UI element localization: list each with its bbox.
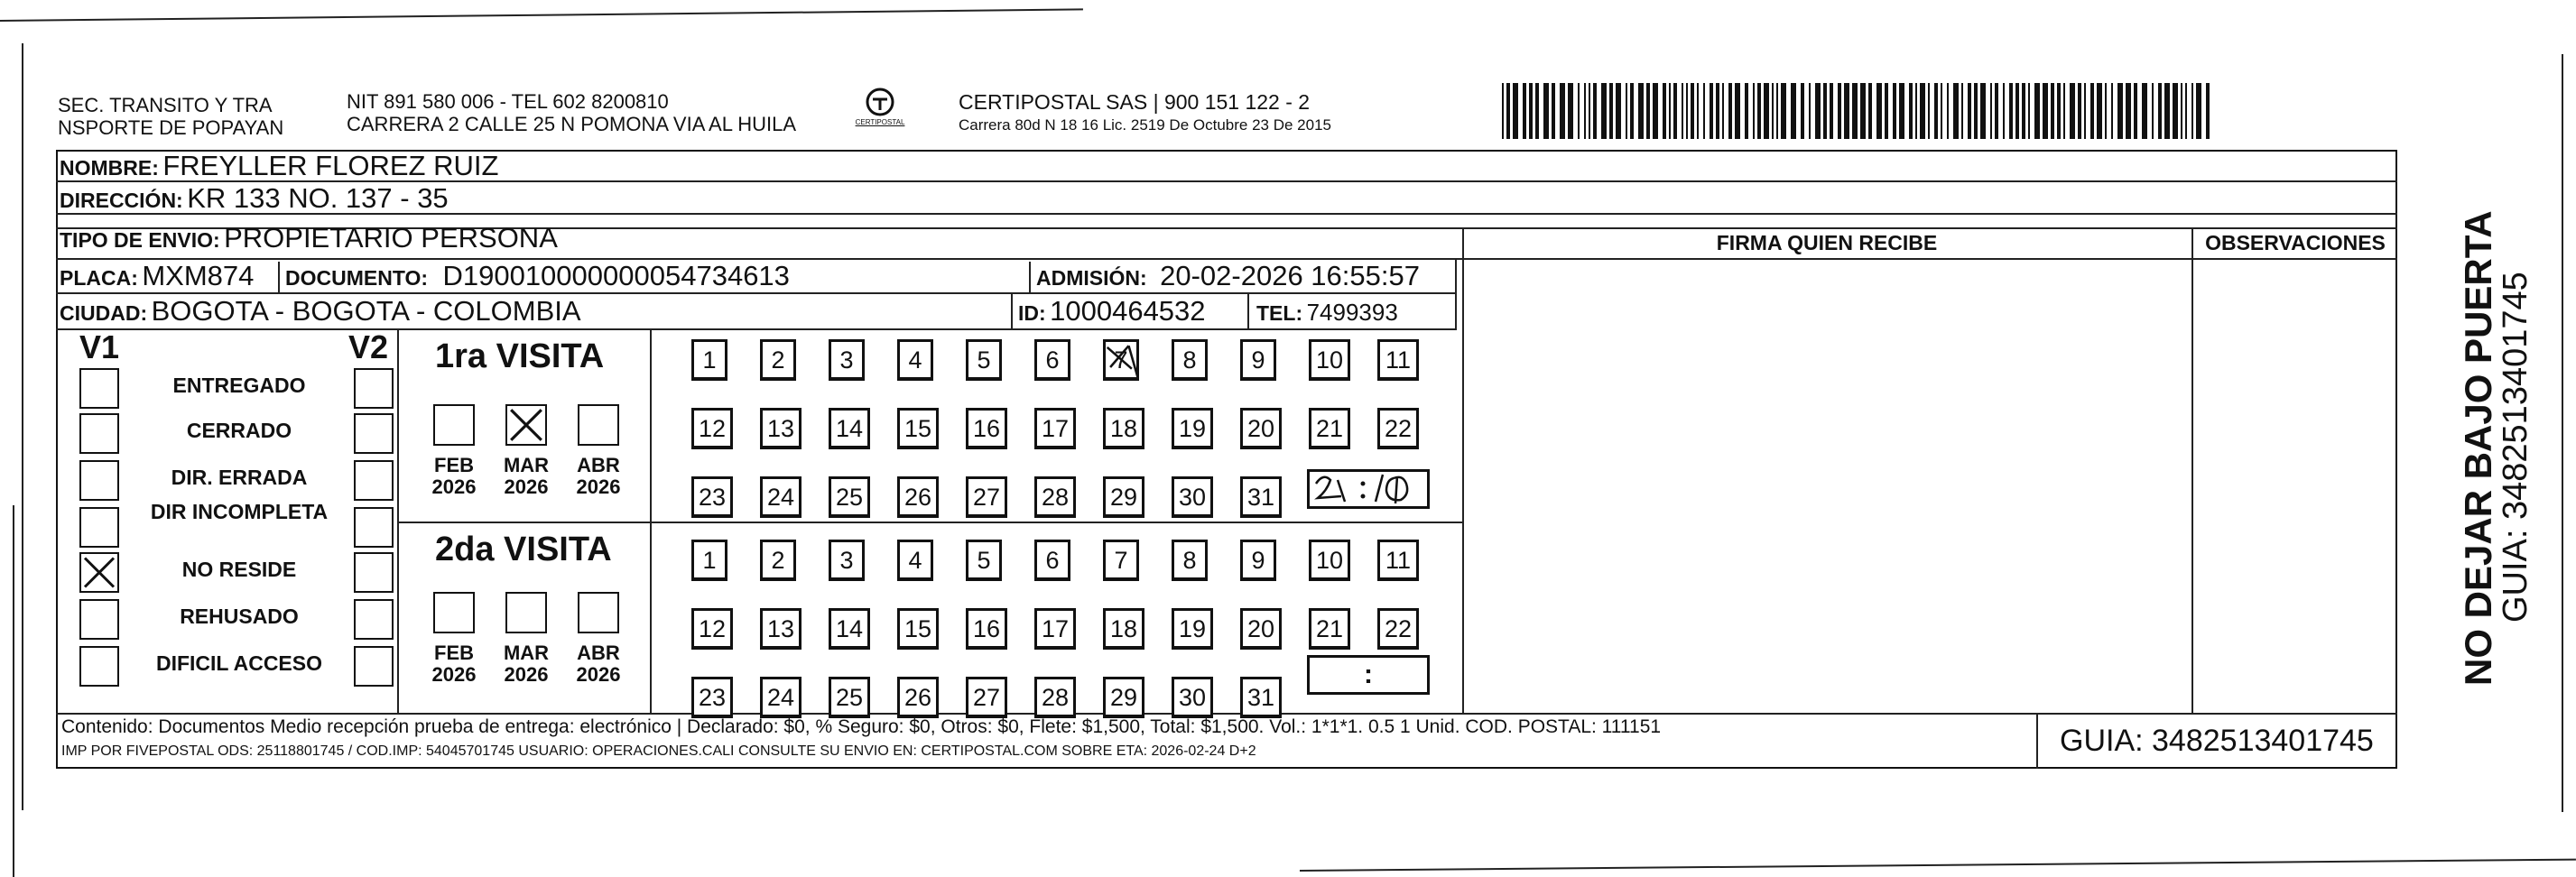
visit1-months-label-feb xyxy=(422,455,486,498)
scan-edge-right xyxy=(2562,54,2563,812)
visit1-days-day-5[interactable]: 5 xyxy=(966,339,1002,381)
id-label: ID: xyxy=(1018,301,1046,325)
barcode-bar xyxy=(1601,83,1607,139)
barcode-bar xyxy=(2051,83,2054,139)
barcode-bar xyxy=(2181,83,2182,139)
visit1-months-checkbox-feb[interactable] xyxy=(433,404,475,446)
plate-label: PLACA: xyxy=(60,266,138,290)
barcode-bar xyxy=(2022,83,2025,139)
visit2-time-box[interactable] xyxy=(1307,655,1430,695)
visit2-days-day-18[interactable]: 18 xyxy=(1103,608,1144,650)
visit2-months-label-abr xyxy=(567,642,630,686)
barcode-bar xyxy=(1646,83,1650,139)
visit1-days-day-6[interactable]: 6 xyxy=(1034,339,1070,381)
barcode-bar xyxy=(2105,83,2107,139)
barcode-bar xyxy=(1616,83,1621,139)
status-v2-checkbox[interactable] xyxy=(354,507,394,548)
barcode-bar xyxy=(2111,83,2113,139)
name-label: NOMBRE: xyxy=(60,156,159,180)
visit2-days-day-2[interactable]: 2 xyxy=(760,540,796,581)
visit2-days-day-16[interactable]: 16 xyxy=(966,608,1007,650)
address-row xyxy=(60,182,449,215)
visit1-days-day-2[interactable]: 2 xyxy=(760,339,796,381)
visit2-days-day-23[interactable]: 23 xyxy=(691,677,733,718)
footer-divider xyxy=(56,713,2397,715)
visit1-days-day-12[interactable]: 12 xyxy=(691,408,733,449)
barcode-bar xyxy=(1915,83,1917,139)
status-v1-checkbox[interactable] xyxy=(79,599,119,640)
barcode-bar xyxy=(1772,83,1774,139)
visit2-days-day-1[interactable]: 1 xyxy=(691,540,727,581)
visit1-days-day-16[interactable]: 16 xyxy=(966,408,1007,449)
barcode-bar xyxy=(2185,83,2187,139)
sender-contact-block xyxy=(347,90,796,135)
visit2-days-day-9[interactable]: 9 xyxy=(1240,540,1276,581)
city-label: CIUDAD: xyxy=(60,301,148,325)
visit2-days-day-30[interactable]: 30 xyxy=(1172,677,1213,718)
barcode-bar xyxy=(2015,83,2019,139)
barcode-bar xyxy=(1953,83,1959,139)
x-mark-icon xyxy=(507,406,545,444)
visit1-title: 1ra VISITA xyxy=(435,337,605,375)
barcode-bar xyxy=(2164,83,2170,139)
side-warning: NO DEJAR BAJO PUERTA xyxy=(2457,210,2499,686)
barcode-bar xyxy=(2070,83,2075,139)
month-name: FEB xyxy=(434,642,474,664)
row-divider xyxy=(56,328,1455,330)
scan-edge-top xyxy=(0,8,1083,22)
status-v2-checkbox[interactable] xyxy=(354,599,394,640)
id-field xyxy=(1018,295,1206,328)
barcode-bar xyxy=(1529,83,1533,139)
visit1-days-day-1[interactable]: 1 xyxy=(691,339,727,381)
visit1-months-checkbox-mar[interactable] xyxy=(505,404,547,446)
barcode-bar xyxy=(2063,83,2065,139)
visit-split-divider xyxy=(397,522,1464,523)
visit2-days-day-5[interactable]: 5 xyxy=(966,540,1002,581)
side-guide: GUIA: 3482513401745 xyxy=(2497,272,2534,623)
info-right-edge xyxy=(1455,258,1457,330)
scan-edge-left xyxy=(22,43,23,810)
visit2-days-day-12[interactable]: 12 xyxy=(691,608,733,650)
visit2-time-placeholder: : xyxy=(1364,660,1373,689)
status-v1-checkbox[interactable] xyxy=(79,413,119,454)
visit1-days-day-18[interactable]: 18 xyxy=(1103,408,1144,449)
certipostal-logo xyxy=(839,87,921,135)
logo-text: CERTIPOSTAL xyxy=(855,118,905,126)
visit2-days-day-15[interactable]: 15 xyxy=(897,608,939,650)
barcode-bar xyxy=(1852,83,1858,139)
observations-column-divider xyxy=(2191,227,2193,713)
visit2-days-day-27[interactable]: 27 xyxy=(966,677,1007,718)
barcode-bar xyxy=(1860,83,1866,139)
visit1-days-day-30[interactable]: 30 xyxy=(1172,476,1213,518)
visit1-days-day-21[interactable]: 21 xyxy=(1309,408,1350,449)
barcode-bar xyxy=(1682,83,1683,139)
visit2-days-day-6[interactable]: 6 xyxy=(1034,540,1070,581)
barcode-bar xyxy=(1653,83,1658,139)
barcode-bar xyxy=(2028,83,2030,139)
barcode-bar xyxy=(1757,83,1761,139)
barcode-bar xyxy=(1722,83,1724,139)
plate-field xyxy=(60,260,254,292)
status-v2-checkbox[interactable] xyxy=(354,646,394,687)
visit2-days-day-28[interactable]: 28 xyxy=(1034,677,1076,718)
scan-edge-left-lower xyxy=(13,505,14,877)
month-name: ABR xyxy=(577,454,620,476)
barcode-bar xyxy=(1909,83,1913,139)
barcode-bar xyxy=(2003,83,2005,139)
barcode-bar xyxy=(1593,83,1597,139)
visit2-days-day-13[interactable]: 13 xyxy=(760,608,802,650)
barcode-bar xyxy=(2134,83,2137,139)
barcode-bar xyxy=(1735,83,1740,139)
carrier-line1: CERTIPOSTAL SAS | 900 151 122 - 2 xyxy=(959,90,1311,114)
barcode-bar xyxy=(1568,83,1573,139)
footer-guide-divider xyxy=(2036,713,2038,769)
sender-line2: NSPORTE DE POPAYAN xyxy=(58,116,284,139)
visit2-days-day-19[interactable]: 19 xyxy=(1172,608,1213,650)
plate-value: MXM874 xyxy=(142,260,255,291)
visit1-days-day-10[interactable]: 10 xyxy=(1309,339,1350,381)
visit2-months-checkbox-abr[interactable] xyxy=(578,592,619,633)
tel-divider xyxy=(1247,294,1249,328)
barcode-bar xyxy=(1941,83,1942,139)
barcode-bar xyxy=(1968,83,1971,139)
barcode-bar xyxy=(1764,83,1769,139)
barcode-bar xyxy=(2126,83,2131,139)
barcode-bar xyxy=(1809,83,1811,139)
visit1-days-day-19[interactable]: 19 xyxy=(1172,408,1213,449)
status-v2-checkbox[interactable] xyxy=(354,368,394,409)
barcode-bar xyxy=(2043,83,2048,139)
status-v2-checkbox[interactable] xyxy=(354,552,394,593)
status-v2-checkbox[interactable] xyxy=(354,460,394,501)
logo-mark-icon xyxy=(862,87,898,117)
shipping-type-row xyxy=(60,222,558,254)
barcode-bar xyxy=(1673,83,1677,139)
visit1-days-day-29[interactable]: 29 xyxy=(1103,476,1144,518)
visit1-days-day-11[interactable]: 11 xyxy=(1377,339,1419,381)
sender-line1: SEC. TRANSITO Y TRA xyxy=(58,94,273,116)
barcode-bar xyxy=(1513,83,1518,139)
visit1-days-day-17[interactable]: 17 xyxy=(1034,408,1076,449)
month-name: ABR xyxy=(577,642,620,664)
barcode-bar xyxy=(2090,83,2094,139)
carrier-block xyxy=(959,90,1331,134)
barcode-bar xyxy=(1776,83,1778,139)
status-v1-checkbox[interactable] xyxy=(79,507,119,548)
barcode-bar xyxy=(1791,83,1796,139)
month-name: MAR xyxy=(503,454,550,476)
barcode-bar xyxy=(1781,83,1786,139)
barcode-bar xyxy=(2034,83,2040,139)
month-name: MAR xyxy=(503,642,550,664)
barcode-bar xyxy=(1502,83,1504,139)
visit2-days-day-14[interactable]: 14 xyxy=(829,608,870,650)
footer-guide-number: GUIA: 3482513401745 xyxy=(2060,724,2374,758)
name-row xyxy=(60,150,498,182)
visit1-days-day-27[interactable]: 27 xyxy=(966,476,1007,518)
barcode-bar xyxy=(1844,83,1849,139)
barcode-bar xyxy=(2142,83,2147,139)
observations-header: OBSERVACIONES xyxy=(2205,231,2386,254)
month-year: 2026 xyxy=(431,663,477,686)
visit1-days-day-14[interactable]: 14 xyxy=(829,408,870,449)
visit1-days-day-31[interactable]: 31 xyxy=(1240,476,1282,518)
sender-block xyxy=(58,94,283,139)
visit2-days-day-17[interactable]: 17 xyxy=(1034,608,1076,650)
barcode-bar xyxy=(1928,83,1930,139)
barcode-bar xyxy=(1691,83,1694,139)
barcode-bar xyxy=(1980,83,1986,139)
visit2-days-day-31[interactable]: 31 xyxy=(1240,677,1282,718)
visit1-days-day-13[interactable]: 13 xyxy=(760,408,802,449)
barcode-bar xyxy=(1947,83,1949,139)
id-divider xyxy=(1011,294,1013,328)
visit1-days-day-26[interactable]: 26 xyxy=(897,476,939,518)
barcode-bar xyxy=(1523,83,1526,139)
status-label: DIR. ERRADA xyxy=(171,466,308,489)
visit1-days-day-15[interactable]: 15 xyxy=(897,408,939,449)
visit1-time-handwritten xyxy=(1311,471,1428,507)
barcode-bar xyxy=(1830,83,1833,139)
visit1-months-label-mar xyxy=(495,455,558,498)
v2-label: V2 xyxy=(348,328,389,365)
barcode-bar xyxy=(1728,83,1732,139)
barcode-bar xyxy=(1589,83,1590,139)
carrier-line2: Carrera 80d N 18 16 Lic. 2519 De Octubre 23 De 2015 xyxy=(959,116,1331,134)
v1-label: V1 xyxy=(79,328,120,365)
visit1-days-day-25[interactable]: 25 xyxy=(829,476,870,518)
visit2-days-day-24[interactable]: 24 xyxy=(760,677,802,718)
barcode-bar xyxy=(1609,83,1613,139)
barcode-bar xyxy=(1823,83,1827,139)
visit2-days-day-21[interactable]: 21 xyxy=(1309,608,1350,650)
visit1-days-day-9[interactable]: 9 xyxy=(1240,339,1276,381)
barcode-bar xyxy=(2173,83,2178,139)
barcode-bar xyxy=(1961,83,1963,139)
visit2-months-checkbox-feb[interactable] xyxy=(433,592,475,633)
row-divider xyxy=(56,292,1455,294)
admission-divider xyxy=(1029,262,1031,292)
visit1-days-day-8[interactable]: 8 xyxy=(1172,339,1208,381)
barcode-bar xyxy=(1543,83,1549,139)
visit2-days-day-7[interactable]: 7 xyxy=(1103,540,1139,581)
day-number: 7 xyxy=(1114,346,1128,374)
status-v1-checkbox[interactable] xyxy=(79,646,119,687)
status-label: DIFICIL ACCESO xyxy=(155,651,322,675)
visit1-months-label-abr xyxy=(567,455,630,498)
month-year: 2026 xyxy=(576,663,621,686)
barcode-bar xyxy=(1703,83,1705,139)
barcode-bar xyxy=(2117,83,2123,139)
address-value: KR 133 NO. 137 - 35 xyxy=(187,182,449,214)
status-v1-checkbox[interactable] xyxy=(79,552,119,593)
tel-field xyxy=(1256,299,1398,327)
barcode-bar xyxy=(1753,83,1755,139)
barcode-bar xyxy=(1885,83,1888,139)
month-year: 2026 xyxy=(504,663,549,686)
visit2-days-day-8[interactable]: 8 xyxy=(1172,540,1208,581)
admission-value: 20-02-2026 16:55:57 xyxy=(1160,260,1420,291)
visit2-months-checkbox-mar[interactable] xyxy=(505,592,547,633)
visit2-days-day-25[interactable]: 25 xyxy=(829,677,870,718)
sender-address-line: CARRERA 2 CALLE 25 N POMONA VIA AL HUILA xyxy=(347,113,797,135)
barcode-bar xyxy=(1506,83,1510,139)
barcode-bar xyxy=(1920,83,1925,139)
barcode-bar xyxy=(2084,83,2086,139)
barcode-bar xyxy=(1710,83,1713,139)
barcode-bar xyxy=(1876,83,1882,139)
visit2-days-day-10[interactable]: 10 xyxy=(1309,540,1350,581)
barcode-bar xyxy=(1669,83,1671,139)
month-name: FEB xyxy=(434,454,474,476)
barcode-bar xyxy=(2009,83,2013,139)
visit1-days-day-4[interactable]: 4 xyxy=(897,339,933,381)
barcode-bar xyxy=(1638,83,1644,139)
admission-label: ADMISIÓN: xyxy=(1036,266,1147,290)
visit1-days-day-28[interactable]: 28 xyxy=(1034,476,1076,518)
barcode-bar xyxy=(1934,83,1938,139)
admission-field xyxy=(1036,260,1420,292)
visit1-days-day-20[interactable]: 20 xyxy=(1240,408,1282,449)
status-v1-checkbox[interactable] xyxy=(79,368,119,409)
visit2-days-day-3[interactable]: 3 xyxy=(829,540,865,581)
tel-value: 7499393 xyxy=(1306,299,1398,326)
visit2-title: 2da VISITA xyxy=(435,531,612,568)
barcode-bar xyxy=(1584,83,1586,139)
status-label: CERRADO xyxy=(186,419,292,442)
barcode-bar xyxy=(1801,83,1804,139)
barcode-bar xyxy=(2152,83,2154,139)
visit1-days-day-24[interactable]: 24 xyxy=(760,476,802,518)
barcode-bar xyxy=(2196,83,2201,139)
visit1-days-day-23[interactable]: 23 xyxy=(691,476,733,518)
status-v2-checkbox[interactable] xyxy=(354,413,394,454)
barcode-bar xyxy=(1838,83,1841,139)
visit2-days-day-4[interactable]: 4 xyxy=(897,540,933,581)
barcode-bar xyxy=(1995,83,1998,139)
status-label: NO RESIDE xyxy=(181,558,297,581)
handwritten-time-icon xyxy=(1311,471,1428,507)
barcode-bar xyxy=(2057,83,2061,139)
barcode-bar xyxy=(1899,83,1904,139)
barcode-bar xyxy=(2158,83,2162,139)
status-label: REHUSADO xyxy=(180,605,299,628)
visit2-days-day-20[interactable]: 20 xyxy=(1240,608,1282,650)
city-field xyxy=(60,295,581,328)
barcode-bar xyxy=(2206,83,2210,139)
nit-line: NIT 891 580 006 - TEL 602 8200810 xyxy=(347,90,669,113)
content-line: Contenido: Documentos Medio recepción prueba de entrega: electrónico | Declarado: $0, % Seguro: $0, Otros: $0, Flete: $1,500, Total: $1,500. Vol.: 1*1*1. 0.5 1 Unid. COD. POSTAL: 111151 xyxy=(61,716,1662,737)
status-v1-checkbox[interactable] xyxy=(79,460,119,501)
visit2-days-day-29[interactable]: 29 xyxy=(1103,677,1144,718)
month-year: 2026 xyxy=(576,475,621,498)
barcode-bar xyxy=(1630,83,1634,139)
signature-column-divider xyxy=(1462,227,1464,713)
barcode-bar xyxy=(1560,83,1565,139)
barcode-bar xyxy=(1745,83,1748,139)
visit1-months-checkbox-abr[interactable] xyxy=(578,404,619,446)
shipping-type-value: PROPIETARIO PERSONA xyxy=(224,222,558,254)
signature-header: FIRMA QUIEN RECIBE xyxy=(1716,231,1938,254)
barcode-bar xyxy=(1990,83,1992,139)
city-value: BOGOTA - BOGOTA - COLOMBIA xyxy=(151,295,581,327)
tel-label: TEL: xyxy=(1256,301,1303,325)
month-year: 2026 xyxy=(504,475,549,498)
barcode-bar xyxy=(1815,83,1821,139)
barcode-bar xyxy=(2097,83,2102,139)
barcode-bar xyxy=(1626,83,1627,139)
document-value: D190010000000054734613 xyxy=(442,260,790,291)
document-label: DOCUMENTO: xyxy=(285,266,429,290)
barcode-bar xyxy=(1716,83,1719,139)
barcode-bar xyxy=(1974,83,1978,139)
visit2-months-label-feb xyxy=(422,642,486,686)
document-field xyxy=(285,260,790,292)
visit1-days-day-3[interactable]: 3 xyxy=(829,339,865,381)
shipping-type-label: TIPO DE ENVIO: xyxy=(60,228,220,252)
barcode-bar xyxy=(1868,83,1872,139)
barcode-bar xyxy=(1686,83,1688,139)
id-value: 1000464532 xyxy=(1050,295,1206,327)
plate-divider xyxy=(278,262,280,292)
barcode-bar xyxy=(1697,83,1699,139)
address-label: DIRECCIÓN: xyxy=(60,189,183,212)
imp-line: IMP POR FIVEPOSTAL ODS: 25118801745 / COD.IMP: 54045701745 USUARIO: OPERACIONES.CALI CONSULTE SU ENVIO EN: CERTIPOSTAL.COM SOBRE ETA: 2026-02-24 D+2 xyxy=(61,743,1256,759)
barcode-bar xyxy=(1578,83,1580,139)
x-mark-icon xyxy=(1106,342,1136,377)
barcode-bar xyxy=(1552,83,1555,139)
barcode-bar xyxy=(1535,83,1539,139)
barcode xyxy=(1502,83,2217,139)
barcode-bar xyxy=(2191,83,2193,139)
scan-edge-bottom xyxy=(1300,859,2576,872)
visit1-days-day-7[interactable] xyxy=(1103,339,1139,381)
visit1-days-day-22[interactable]: 22 xyxy=(1377,408,1419,449)
visit2-days-day-26[interactable]: 26 xyxy=(897,677,939,718)
status-label: ENTREGADO xyxy=(172,374,306,397)
barcode-bar xyxy=(1893,83,1896,139)
name-value: FREYLLER FLOREZ RUIZ xyxy=(162,150,499,181)
visit2-days-day-22[interactable]: 22 xyxy=(1377,608,1419,650)
month-year: 2026 xyxy=(431,475,477,498)
barcode-bar xyxy=(1663,83,1666,139)
visit2-days-day-11[interactable]: 11 xyxy=(1377,540,1419,581)
barcode-bar xyxy=(2078,83,2081,139)
visit2-months-label-mar xyxy=(495,642,558,686)
status-label: DIR INCOMPLETA xyxy=(150,500,329,523)
x-mark-icon xyxy=(81,554,117,591)
